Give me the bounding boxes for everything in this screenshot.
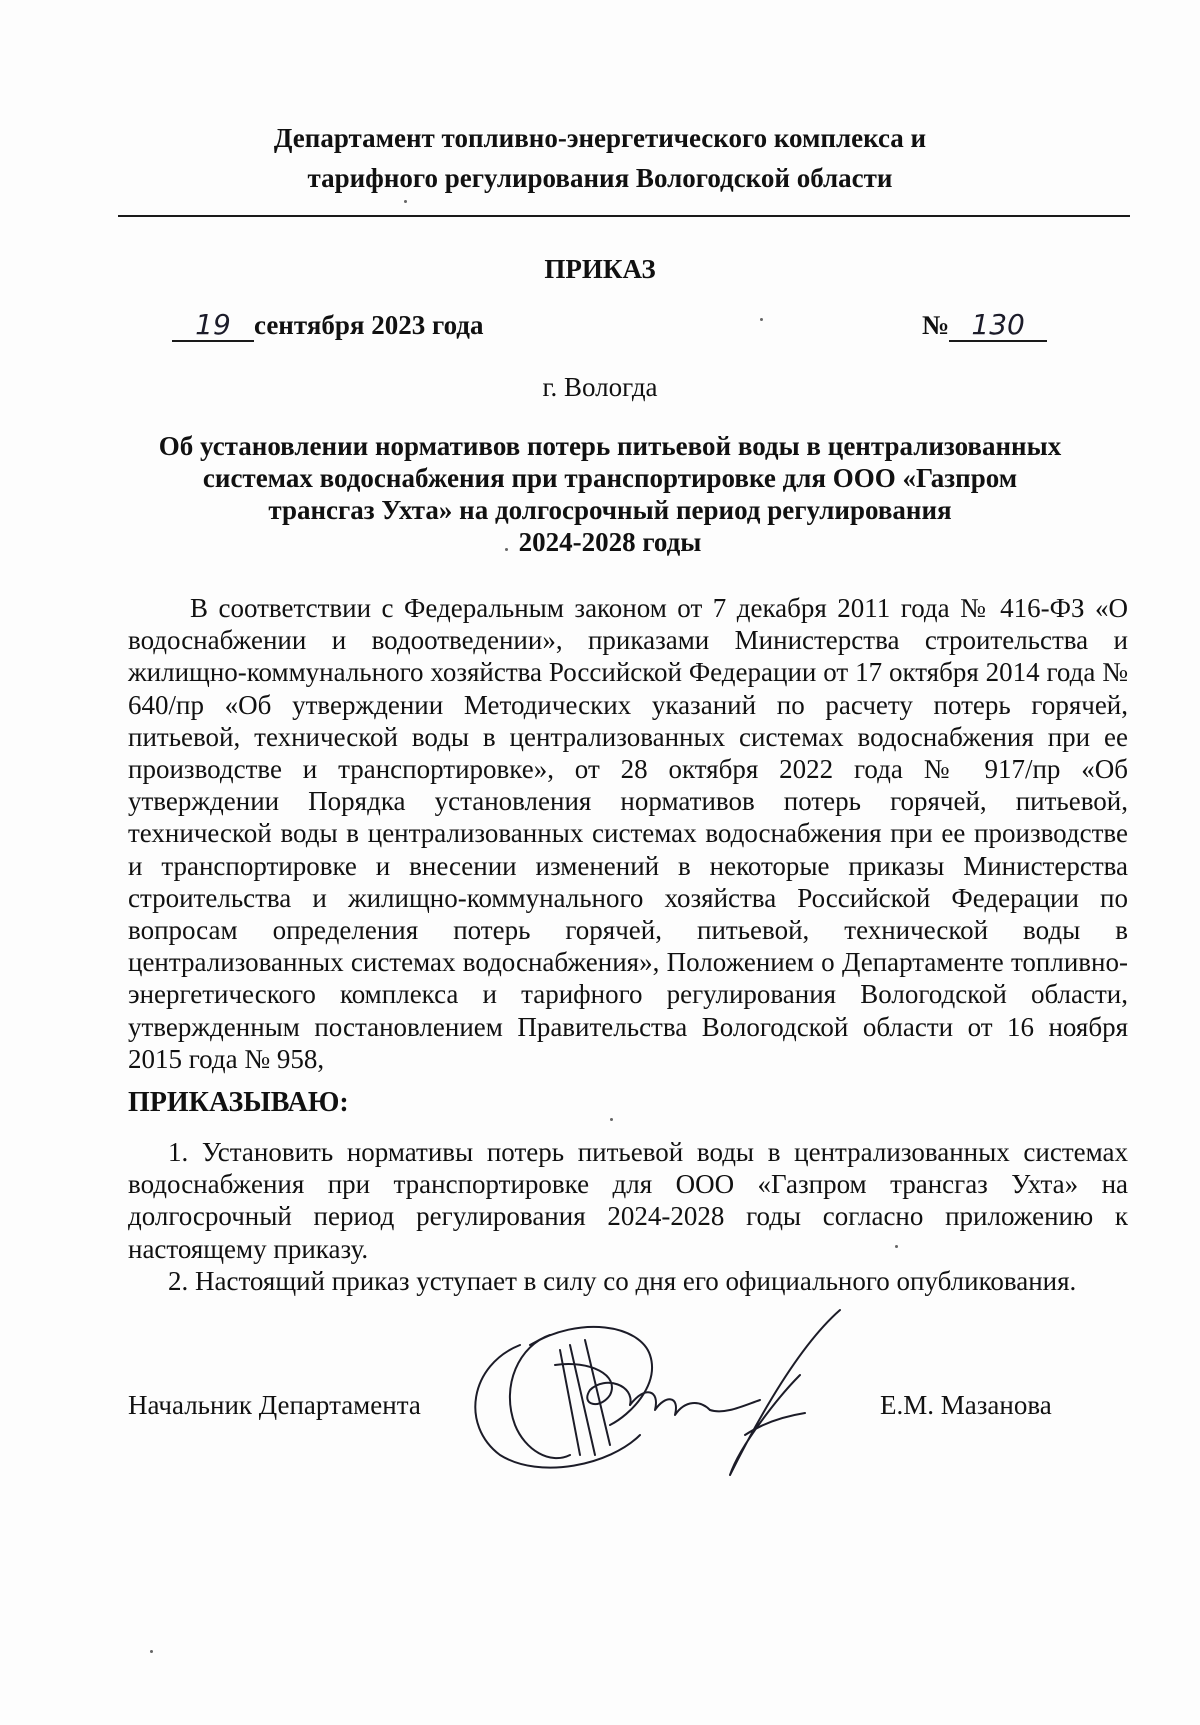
order-item-2: 2. Настоящий приказ уступает в силу со дня его официального опубликования. [168, 1266, 1077, 1296]
preamble-paragraph: В соответствии с Федеральным законом от 7 декабря 2011 года № 416-ФЗ «О водоснабжении и водоотведении», приказами Министерства строительства и жилищно-коммунального хозяйства Российской Федерации от 17 октября 2014 года № 640/пр «Об утверждении Методических указаний по расчету потерь горячей, питьевой, технической воды в централизованных системах водоснабжения при ее производстве и транспортировке», от 28 октября 2022 года № 917/пр «Об утверждении Порядка установления нормативов потерь горячей, питьевой, технической воды в централизованных системах водоснабжения при ее производстве и транспортировке и внесении изменений в некоторые приказы Министерства строительства и жилищно-коммунального хозяйства Российской Федерации по вопросам определения потерь горячей, питьевой, технической воды в централизованных системах водоснабжения», Положением о Департаменте топливно-энергетического комплекса и тарифного регулирования Вологодской области, утвержденным постановлением Правительства Вологодской области от 16 ноября 2015 года № 958, [128, 593, 1128, 1074]
date-month-year: сентября 2023 года [254, 310, 484, 340]
subject-line2: системах водоснабжения при транспортировке для ООО «Газпром [202, 463, 1018, 493]
subject-line3: трансгаз Ухта» на долгосрочный период регулирования [268, 495, 952, 525]
department-header-line2: тарифного регулирования Вологодской области [307, 163, 893, 193]
number-sign: № [922, 310, 950, 340]
header-divider [118, 215, 1130, 217]
scan-speck [760, 318, 763, 321]
order-date [172, 310, 483, 342]
scan-speck [505, 548, 508, 551]
scan-speck [895, 1245, 898, 1248]
subject-line4: 2024-2028 годы [518, 527, 702, 557]
department-header-line1: Департамент топливно-энергетического комплекса и [273, 123, 927, 153]
city: г. Вологда [542, 372, 658, 402]
scan-speck [610, 1118, 613, 1121]
scan-speck [404, 200, 407, 203]
order-item-1: 1. Установить нормативы потерь питьевой воды в централизованных системах водоснабжения при транспортировке для ООО «Газпром трансгаз Ухта» на долгосрочный период регулирования 2024-2028 годы согласно приложению к настоящему приказу. [128, 1137, 1128, 1264]
scan-speck [150, 1650, 153, 1653]
department-header [120, 118, 1080, 198]
handwritten-signature [460, 1305, 860, 1485]
number-value-handwritten: 130 [949, 310, 1047, 342]
signer-name: Е.М. Мазанова [880, 1390, 1052, 1420]
order-number [922, 310, 1047, 342]
date-day-handwritten: 19 [172, 310, 254, 342]
order-directive-word: ПРИКАЗЫВАЮ: [128, 1087, 349, 1118]
signer-title: Начальник Департамента [128, 1390, 421, 1420]
subject-line1: Об установлении нормативов потерь питьевой воды в централизованных [158, 431, 1062, 461]
document-type: ПРИКАЗ [544, 254, 656, 284]
order-subject [130, 430, 1090, 558]
